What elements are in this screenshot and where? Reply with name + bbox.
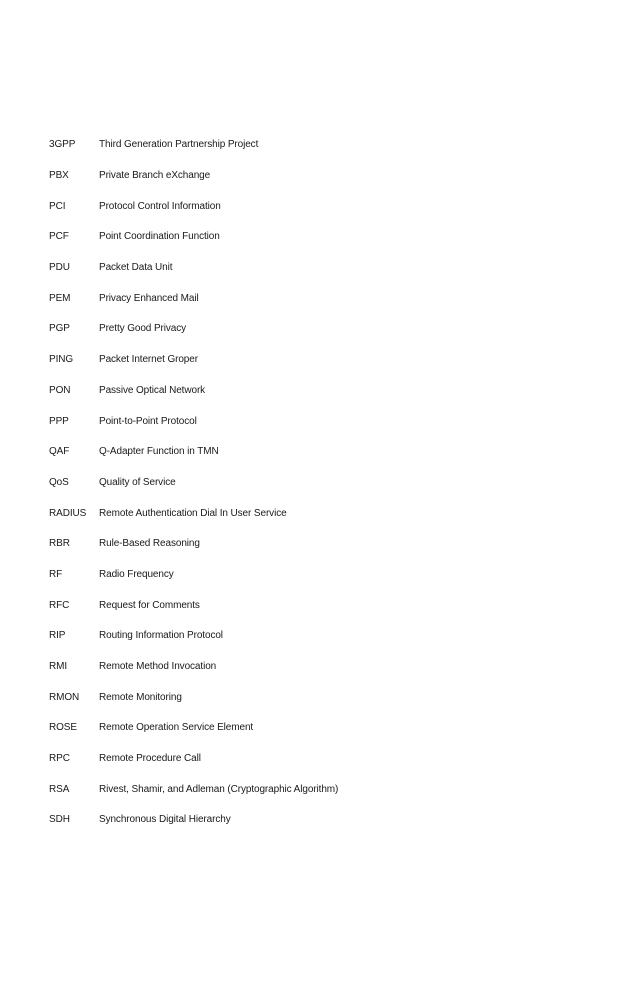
abbreviation-definition: Rule-Based Reasoning [99, 538, 200, 550]
abbreviation-term: QoS [49, 476, 69, 488]
abbreviation-row [49, 253, 609, 284]
abbreviation-term: PBX [49, 170, 69, 182]
abbreviation-row [49, 283, 609, 314]
abbreviation-definition: Packet Internet Groper [99, 354, 198, 366]
abbreviation-term: 3GPP [49, 139, 76, 151]
abbreviation-list [49, 130, 609, 836]
abbreviation-definition: Remote Operation Service Element [99, 722, 254, 734]
abbreviation-term: RMON [49, 691, 80, 703]
abbreviation-row [49, 161, 609, 192]
abbreviation-term: PDU [49, 262, 70, 274]
abbreviation-term: PEM [49, 292, 71, 304]
abbreviation-term: PPP [49, 415, 69, 427]
abbreviation-term: SDH [49, 814, 70, 826]
abbreviation-row [49, 376, 609, 407]
abbreviation-term: QAF [49, 446, 70, 458]
abbreviation-term: RSA [49, 783, 70, 795]
abbreviation-row [49, 191, 609, 222]
abbreviation-definition: Synchronous Digital Hierarchy [99, 814, 231, 826]
abbreviation-row [49, 437, 609, 468]
abbreviation-row [49, 222, 609, 253]
abbreviation-definition: Point Coordination Function [99, 231, 220, 243]
abbreviation-definition: Privacy Enhanced Mail [99, 292, 199, 304]
abbreviation-definition: Remote Monitoring [99, 691, 182, 703]
abbreviation-row [49, 805, 609, 836]
abbreviation-definition: Q-Adapter Function in TMN [99, 446, 219, 458]
abbreviation-definition: Private Branch eXchange [99, 170, 211, 182]
abbreviation-definition: Pretty Good Privacy [99, 323, 187, 335]
abbreviation-term: RFC [49, 599, 70, 611]
abbreviation-row [49, 621, 609, 652]
abbreviation-term: RIP [49, 630, 66, 642]
abbreviation-row [49, 560, 609, 591]
abbreviation-term: PCI [49, 200, 66, 212]
abbreviation-term: PON [49, 384, 71, 396]
abbreviation-row [49, 682, 609, 713]
abbreviation-row [49, 468, 609, 499]
abbreviation-definition: Routing Information Protocol [99, 630, 223, 642]
abbreviation-term: RMI [49, 661, 68, 673]
abbreviation-term: RBR [49, 538, 70, 550]
abbreviation-definition: Request for Comments [99, 599, 200, 611]
abbreviation-row [49, 130, 609, 161]
abbreviation-term: RPC [49, 753, 70, 765]
abbreviation-definition: Point-to-Point Protocol [99, 415, 197, 427]
abbreviation-term: PCF [49, 231, 69, 243]
abbreviation-row [49, 529, 609, 560]
abbreviation-row [49, 652, 609, 683]
abbreviation-row [49, 314, 609, 345]
abbreviation-row [49, 713, 609, 744]
abbreviation-definition: Remote Procedure Call [99, 753, 201, 765]
abbreviation-definition: Remote Method Invocation [99, 661, 217, 673]
abbreviation-row [49, 590, 609, 621]
abbreviation-row [49, 774, 609, 805]
abbreviation-definition: Protocol Control Information [99, 200, 221, 212]
abbreviation-term: PING [49, 354, 74, 366]
abbreviation-definition: Third Generation Partnership Project [99, 139, 259, 151]
abbreviation-definition: Quality of Service [99, 476, 176, 488]
abbreviation-row [49, 744, 609, 775]
abbreviation-term: RADIUS [49, 507, 87, 519]
abbreviation-row [49, 498, 609, 529]
abbreviation-definition: Radio Frequency [99, 568, 174, 580]
abbreviation-definition: Remote Authentication Dial In User Service [99, 507, 287, 519]
abbreviation-definition: Rivest, Shamir, and Adleman (Cryptographic Algorithm) [99, 783, 339, 795]
abbreviation-term: RF [49, 568, 63, 580]
abbreviation-row [49, 406, 609, 437]
abbreviation-term: ROSE [49, 722, 77, 734]
abbreviation-term: PGP [49, 323, 70, 335]
abbreviation-row [49, 345, 609, 376]
abbreviation-definition: Packet Data Unit [99, 262, 173, 274]
abbreviation-definition: Passive Optical Network [99, 384, 206, 396]
